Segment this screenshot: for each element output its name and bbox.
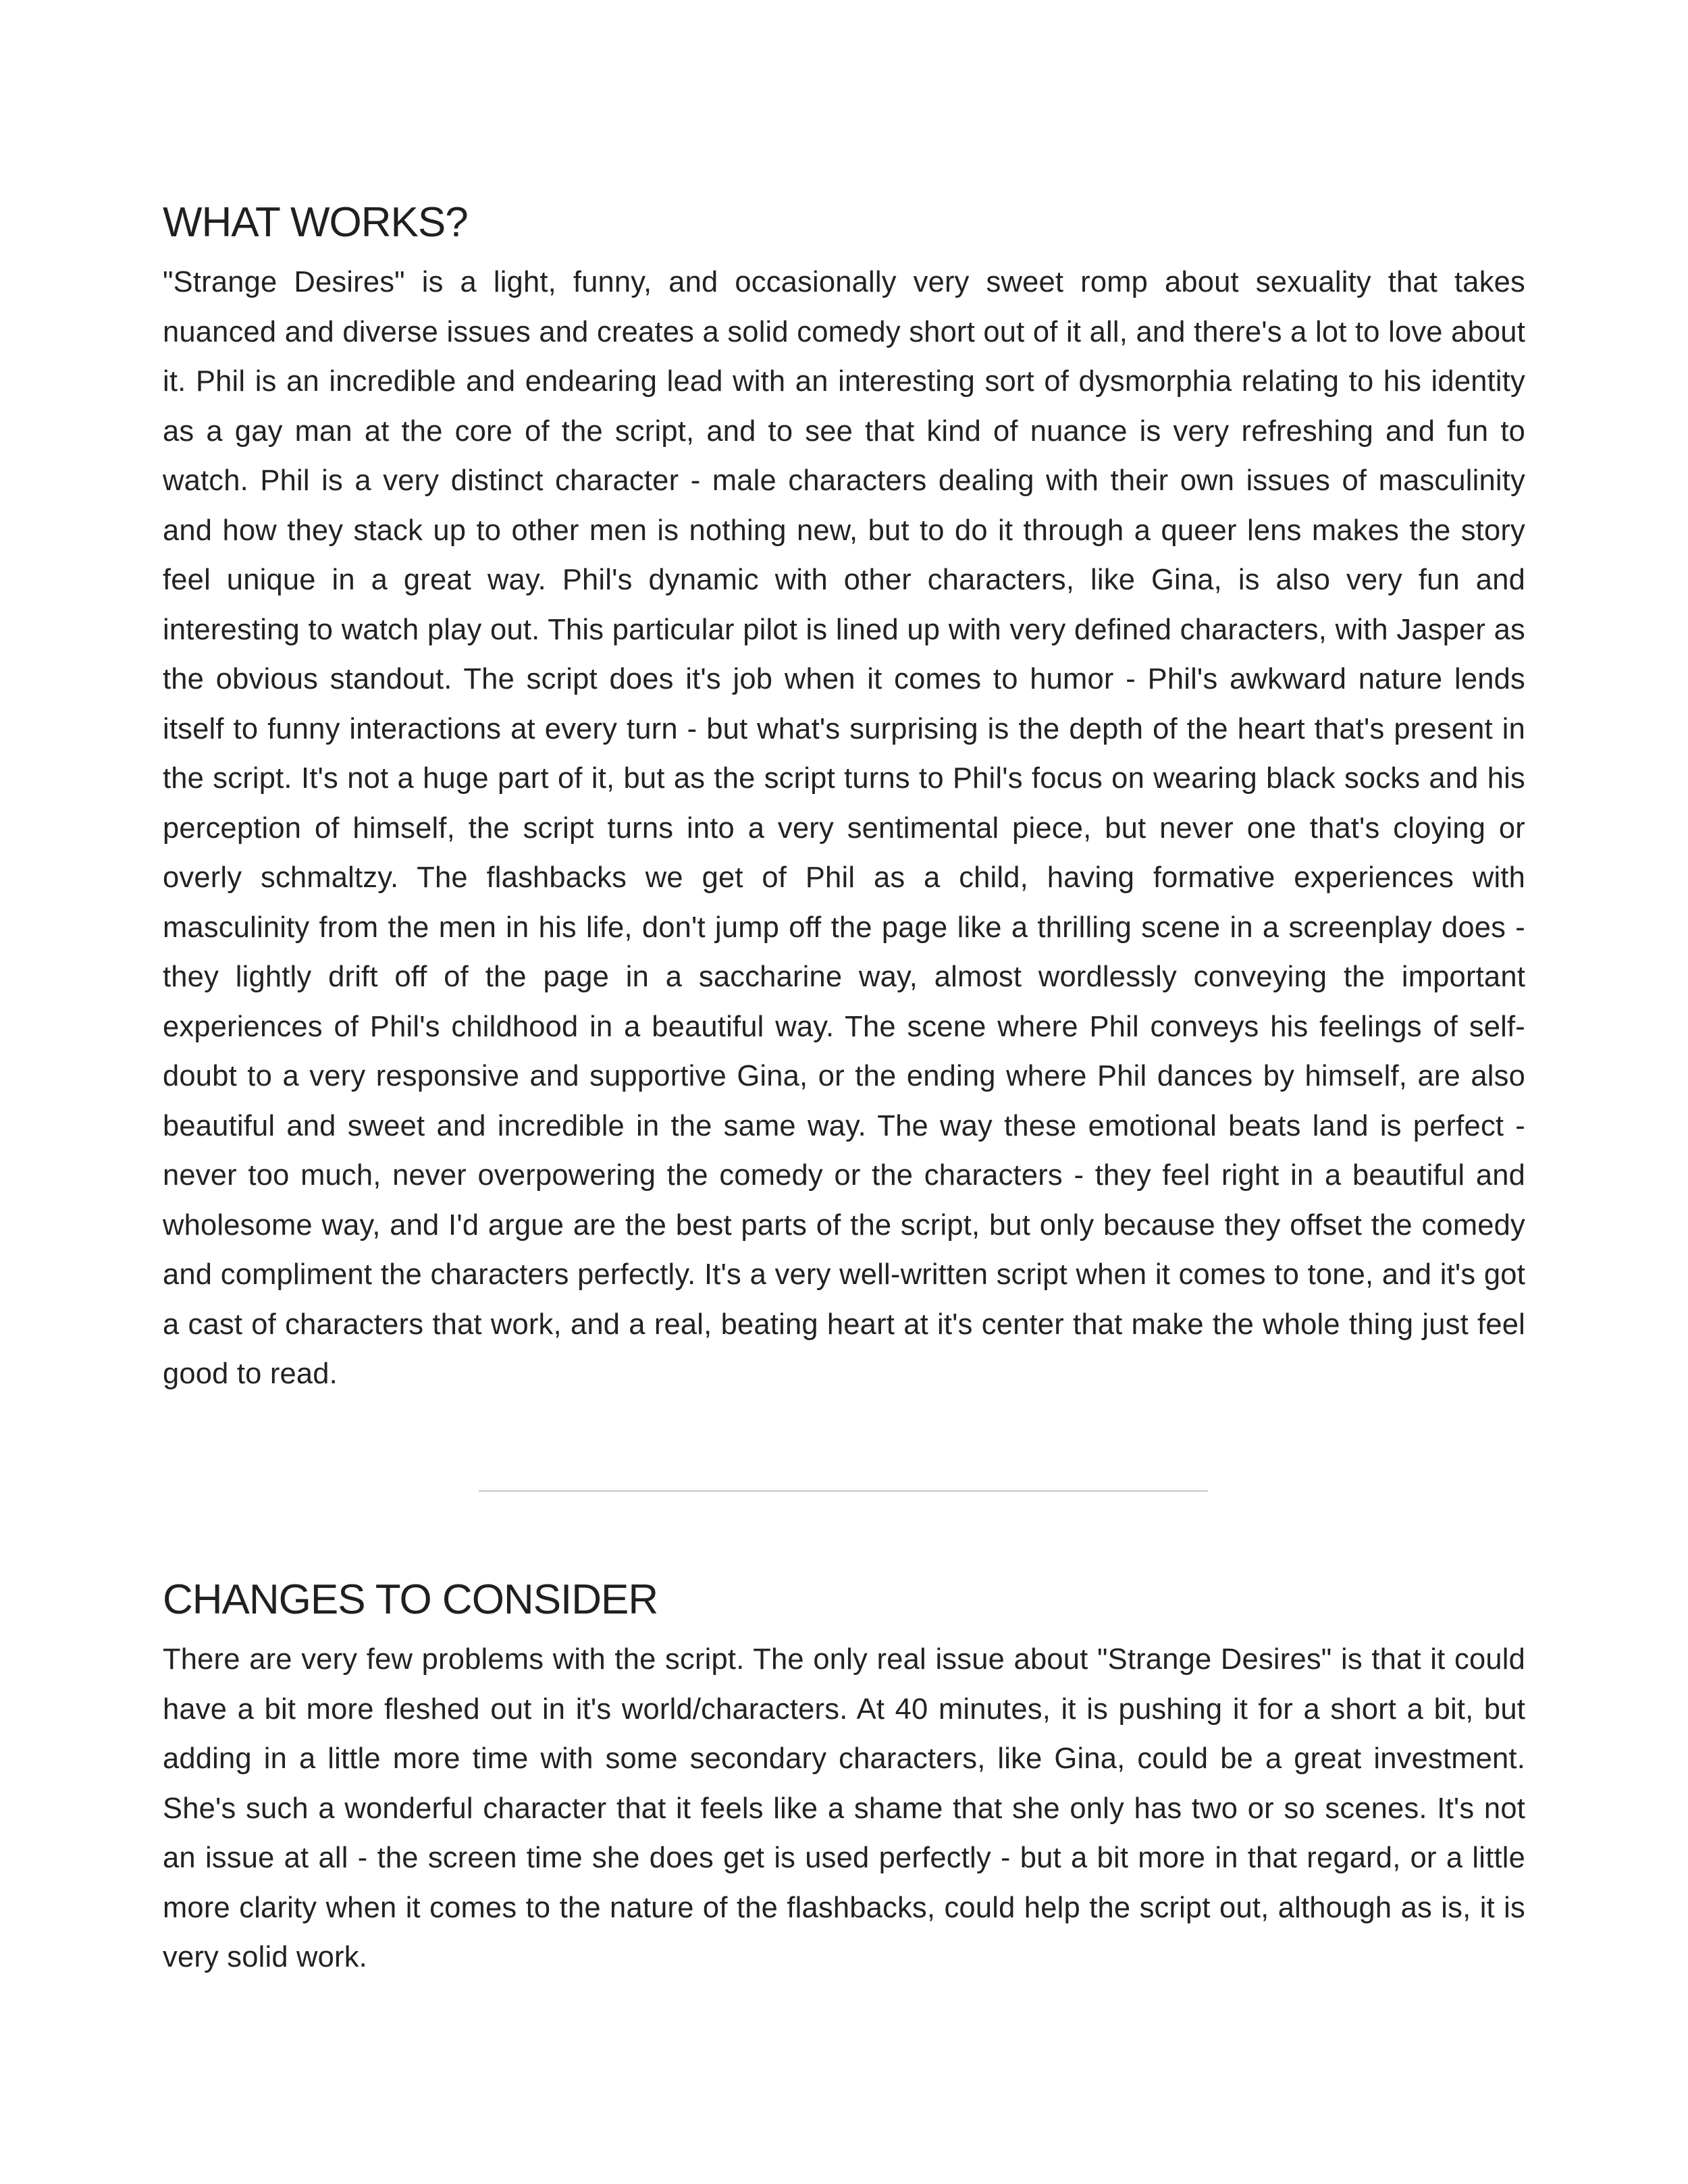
changes-to-consider-heading: CHANGES TO CONSIDER bbox=[163, 1576, 658, 1623]
what-works-body: "Strange Desires" is a light, funny, and occasionally very sweet romp about sexuality that takes nuanced and diverse issues and creates a solid comedy short out of it all, and there's a lot to love about it. Phil is an incredible and endearing lead with an interesting sort of dysmorphia relating to his identity as a gay man at the core of the script, and to see that kind of nuance is very refreshing and fun to watch. Phil is a very distinct character - male characters dealing with their own issues of masculinity and how they stack up to other men is nothing new, but to do it through a queer lens makes the story feel unique in a great way. Phil's dynamic with other characters, like Gina, is also very fun and interesting to watch play out. This particular pilot is lined up with very defined characters, with Jasper as the obvious standout. The script does it's job when it comes to humor - Phil's awkward nature lends itself to funny interactions at every turn - but what's surprising is the depth of the heart that's present in the script. It's not a huge part of it, but as the script turns to Phil's focus on wearing black socks and his perception of himself, the script turns into a very sentimental piece, but never one that's cloying or overly schmaltzy. The flashbacks we get of Phil as a child, having formative experiences with masculinity from the men in his life, don't jump off the page like a thrilling scene in a screenplay does - they lightly drift off of the page in a saccharine way, almost wordlessly conveying the important experiences of Phil's childhood in a beautiful way. The scene where Phil conveys his feelings of self-doubt to a very responsive and supportive Gina, or the ending where Phil dances by himself, are also beautiful and sweet and incredible in the same way. The way these emotional beats land is perfect - never too much, never overpowering the comedy or the characters - they feel right in a beautiful and wholesome way, and I'd argue are the best parts of the script, but only because they offset the comedy and compliment the characters perfectly. It's a very well-written script when it comes to tone, and it's got a cast of characters that work, and a real, beating heart at it's center that make the whole thing just feel good to read. bbox=[163, 266, 1525, 1390]
what-works-section bbox=[163, 196, 1525, 1400]
changes-to-consider-body: There are very few problems with the script. The only real issue about "Strange Desires" is that it could have a bit more fleshed out in it's world/characters. At 40 minutes, it is pushing it for a short a bit, but adding in a little more time with some secondary characters, like Gina, could be a great investment. She's such a wonderful character that it feels like a shame that she only has two or so scenes. It's not an issue at all - the screen time she does get is used perfectly - but a bit more in that regard, or a little more clarity when it comes to the nature of the flashbacks, could help the script out, although as is, it is very solid work. bbox=[163, 1643, 1525, 1973]
changes-to-consider-section bbox=[163, 1573, 1525, 1983]
section-divider bbox=[479, 1490, 1208, 1492]
what-works-heading: WHAT WORKS? bbox=[163, 199, 468, 246]
